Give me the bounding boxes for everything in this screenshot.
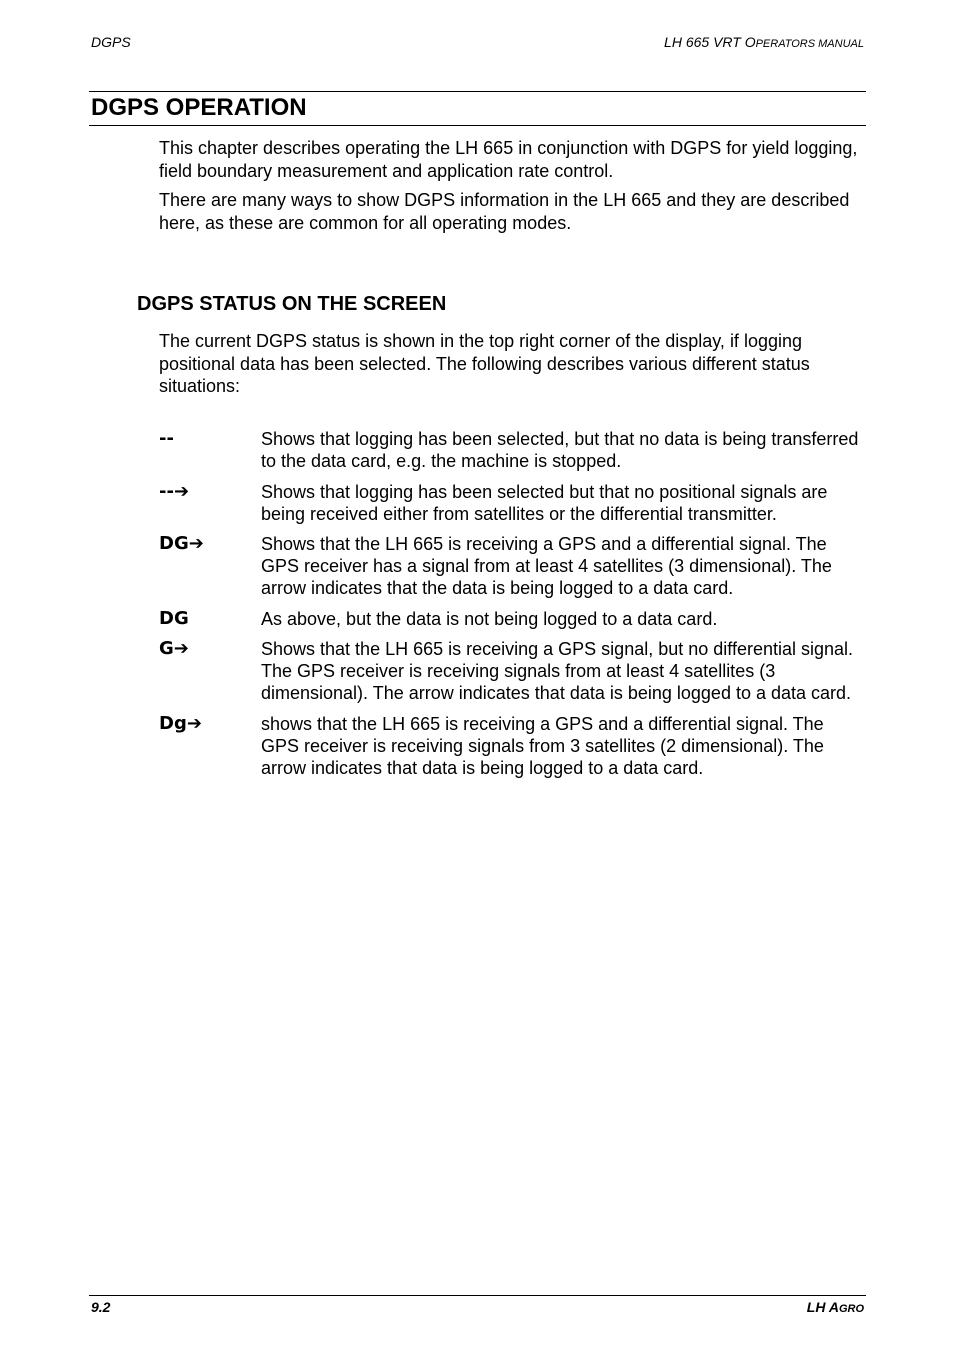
status-description: Shows that the LH 665 is receiving a GPS signal, but no differential signal. The GPS receiver is receiving signals from at least 4 satellites (3 dimensional). The arrow indicates that data is being logged to a data card. (261, 639, 854, 703)
status-code: DG (159, 607, 189, 629)
section-intro-paragraph: The current DGPS status is shown in the top right corner of the display, if logging positional data has been selected. The following describes various different status situations: (159, 331, 810, 396)
header-chapter-name: DGPS (91, 34, 131, 50)
chapter-title: DGPS OPERATION (91, 94, 307, 121)
status-list (159, 428, 866, 787)
status-description: Shows that logging has been selected, but that no data is being transferred to the data card, e.g. the machine is stopped. (261, 429, 859, 471)
status-row (159, 713, 866, 779)
status-description: As above, but the data is not being logged to a data card. (261, 608, 718, 629)
page-footer (89, 1295, 866, 1315)
footer-page-number: 9.2 (91, 1299, 111, 1315)
footer-brand-smallcaps: GRO (838, 1303, 864, 1315)
status-row (159, 608, 866, 630)
chapter-title-bar (89, 91, 866, 126)
header-manual-title (664, 34, 864, 50)
status-row (159, 481, 866, 525)
section-title: DGPS STATUS ON THE SCREEN (137, 293, 447, 315)
status-row (159, 638, 866, 704)
chapter-intro-paragraph-2: There are many ways to show DGPS information in the LH 665 and they are described here, as these are common for all operating modes. (159, 190, 850, 233)
status-description: shows that the LH 665 is receiving a GPS and a differential signal. The GPS receiver is receiving signals from 3 satellites (2 dimensional). The arrow indicates that data is being logged to a data card. (261, 713, 824, 778)
chapter-intro-paragraph-1: This chapter describes operating the LH 665 in conjunction with DGPS for yield logging, field boundary measurement and application rate control. (159, 138, 858, 181)
header-manual-title-main: LH 665 VRT O (664, 34, 756, 50)
status-code: -- (159, 428, 174, 449)
footer-brand (807, 1299, 866, 1315)
status-code: --➔ (159, 480, 190, 502)
footer-brand-main: LH A (806, 1299, 839, 1315)
header-manual-title-smallcaps: PERATORS MANUAL (755, 38, 864, 50)
status-code: Dg➔ (159, 712, 202, 734)
status-code: G➔ (159, 638, 189, 659)
status-description: Shows that logging has been selected but that no positional signals are being received either from satellites or the differential transmitter. (261, 481, 828, 524)
status-description: Shows that the LH 665 is receiving a GPS and a differential signal. The GPS receiver has a signal from at least 4 satellites (3 dimensional). The arrow indicates that the data is being logged to a data card. (261, 534, 832, 598)
status-row (159, 428, 866, 472)
status-code: DG➔ (159, 533, 204, 554)
status-row (159, 533, 866, 599)
page-header (91, 34, 864, 50)
